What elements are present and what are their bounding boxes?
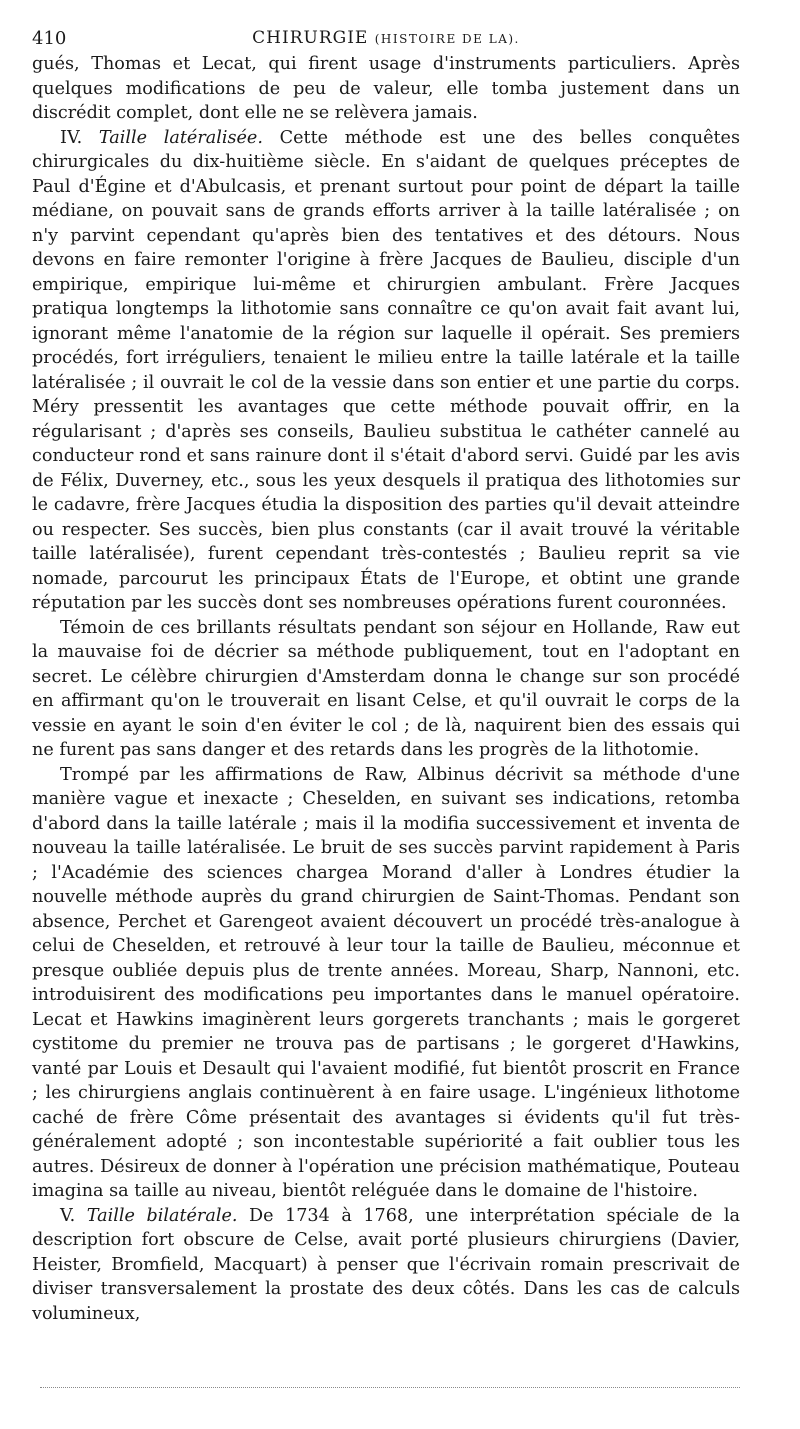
- paragraph-section-v: [32, 1204, 740, 1327]
- paragraph-text: Trompé par les affirmations de Raw, Albinus décrivit sa méthode d'une manière vague et inexacte ; Cheselden, en suivant ses indications, retomba d'abord dans la taille latérale ; mais il la modifia successivement et inventa de nouveau la taille latéralisée. Le bruit de ses succès parvint rapidement à Paris ; l'Académie des sciences chargea Morand d'aller à Londres étudier la nouvelle méthode auprès du grand chirurgien de Saint-Thomas. Pendant son absence, Perchet et Garengeot avaient découvert un procédé très-analogue à celui de Cheselden, et retrouvé à leur tour la taille de Baulieu, méconnue et presque oubliée depuis plus de trente années. Moreau, Sharp, Nannoni, etc. introduisirent des modifications peu importantes dans le manuel opératoire. Lecat et Hawkins imaginèrent leurs gorgerets tranchants ; mais le gorgeret cystitome du premier ne trouva pas de partisans ; le gorgeret d'Hawkins, vanté par Louis et Desault qui l'avaient modifié, fut bientôt proscrit en France ; les chirurgiens anglais continuèrent à en faire usage. L'ingénieux lithotome caché de frère Côme présentait des avantages si évidents qu'il fut très-généralement adopté ; son incontestable supériorité a fait oublier tous les autres. Désireux de donner à l'opération une précision mathématique, Pouteau imagina sa taille au niveau, bientôt reléguée dans le domaine de l'histoire.: [32, 764, 740, 1201]
- book-page: [32, 22, 740, 1326]
- paragraph-section-iv: [32, 126, 740, 616]
- page-number: 410: [32, 28, 67, 49]
- paragraph-albinus: [32, 763, 740, 1204]
- paragraph-continued: [32, 52, 740, 126]
- running-head-main: CHIRURGIE: [252, 28, 369, 48]
- paragraph-text: De 1734 à 1768, une interprétation spéciale de la description fort obscure de Celse, avait porté plusieurs chirurgiens (Davier, Heister, Bromfield, Macquart) à penser que l'écrivain romain prescrivait de diviser transversalement la prostate des deux côtés. Dans les cas de calculs volumineux,: [32, 1205, 741, 1324]
- paragraph-text: Cette méthode est une des belles conquêtes chirurgicales du dix-huitième siècle. En s'aidant de quelques préceptes de Paul d'Égine et d'Abulcasis, et prenant surtout pour point de départ la taille médiane, on pouvait sans de grands efforts arriver à la taille latéralisée ; on n'y parvint cependant qu'après bien des tentatives et des détours. Nous devons en faire remonter l'origine à frère Jacques de Baulieu, disciple d'un empirique, empirique lui-même et chirurgien ambulant. Frère Jacques pratiqua longtemps la lithotomie sans connaître ce qu'on avait fait avant lui, ignorant même l'anatomie de la région sur laquelle il opérait. Ses premiers procédés, fort irréguliers, tenaient le milieu entre la taille latérale et la taille latéralisée ; il ouvrait le col de la vessie dans son entier et une partie du corps. Méry pressentit les avantages que cette méthode pouvait offrir, en la régularisant ; d'après ses conseils, Baulieu substitua le cathéter cannelé au conducteur rond et sans rainure dont il s'était d'abord servi. Guidé par les avis de Félix, Duverney, etc., sous les yeux desquels il pratiqua des lithotomies sur le cadavre, frère Jacques étudia la disposition des parties qu'il devait atteindre ou respecter. Ses succès, bien plus constants (car il avait trouvé la véritable taille latéralisée), furent cependant très-contestés ; Baulieu reprit sa vie nomade, parcourut les principaux États de l'Europe, et obtint une grande réputation par les succès dont ses nombreuses opérations furent couronnées.: [32, 127, 740, 613]
- bottom-dotted-rule: [40, 1387, 740, 1388]
- running-head: [32, 22, 740, 52]
- running-head-title: [32, 28, 740, 48]
- body-text: [32, 52, 740, 1326]
- section-number: V.: [60, 1205, 76, 1226]
- paragraph-text: Témoin de ces brillants résultats pendant son séjour en Hollande, Raw eut la mauvaise foi de décrier sa méthode publiquement, tout en l'adoptant en secret. Le célèbre chirurgien d'Amsterdam donna le change sur son procédé en affirmant qu'on le trouverait en lisant Celse, et qu'il ouvrait le corps de la vessie en ayant le soin d'en éviter le col ; de là, naquirent bien des essais qui ne furent pas sans danger et des retards dans les progrès de la lithotomie.: [32, 617, 740, 760]
- running-head-subtitle: (HISTOIRE DE LA).: [374, 32, 520, 46]
- section-title: Taille bilatérale.: [86, 1205, 238, 1226]
- paragraph-raw: [32, 616, 740, 763]
- section-title: Taille latéralisée.: [98, 127, 263, 148]
- section-number: IV.: [60, 127, 83, 148]
- paragraph-text: gués, Thomas et Lecat, qui firent usage d'instruments particuliers. Après quelques modifications de peu de valeur, elle tomba justement dans un discrédit complet, dont elle ne se relèvera jamais.: [32, 54, 740, 123]
